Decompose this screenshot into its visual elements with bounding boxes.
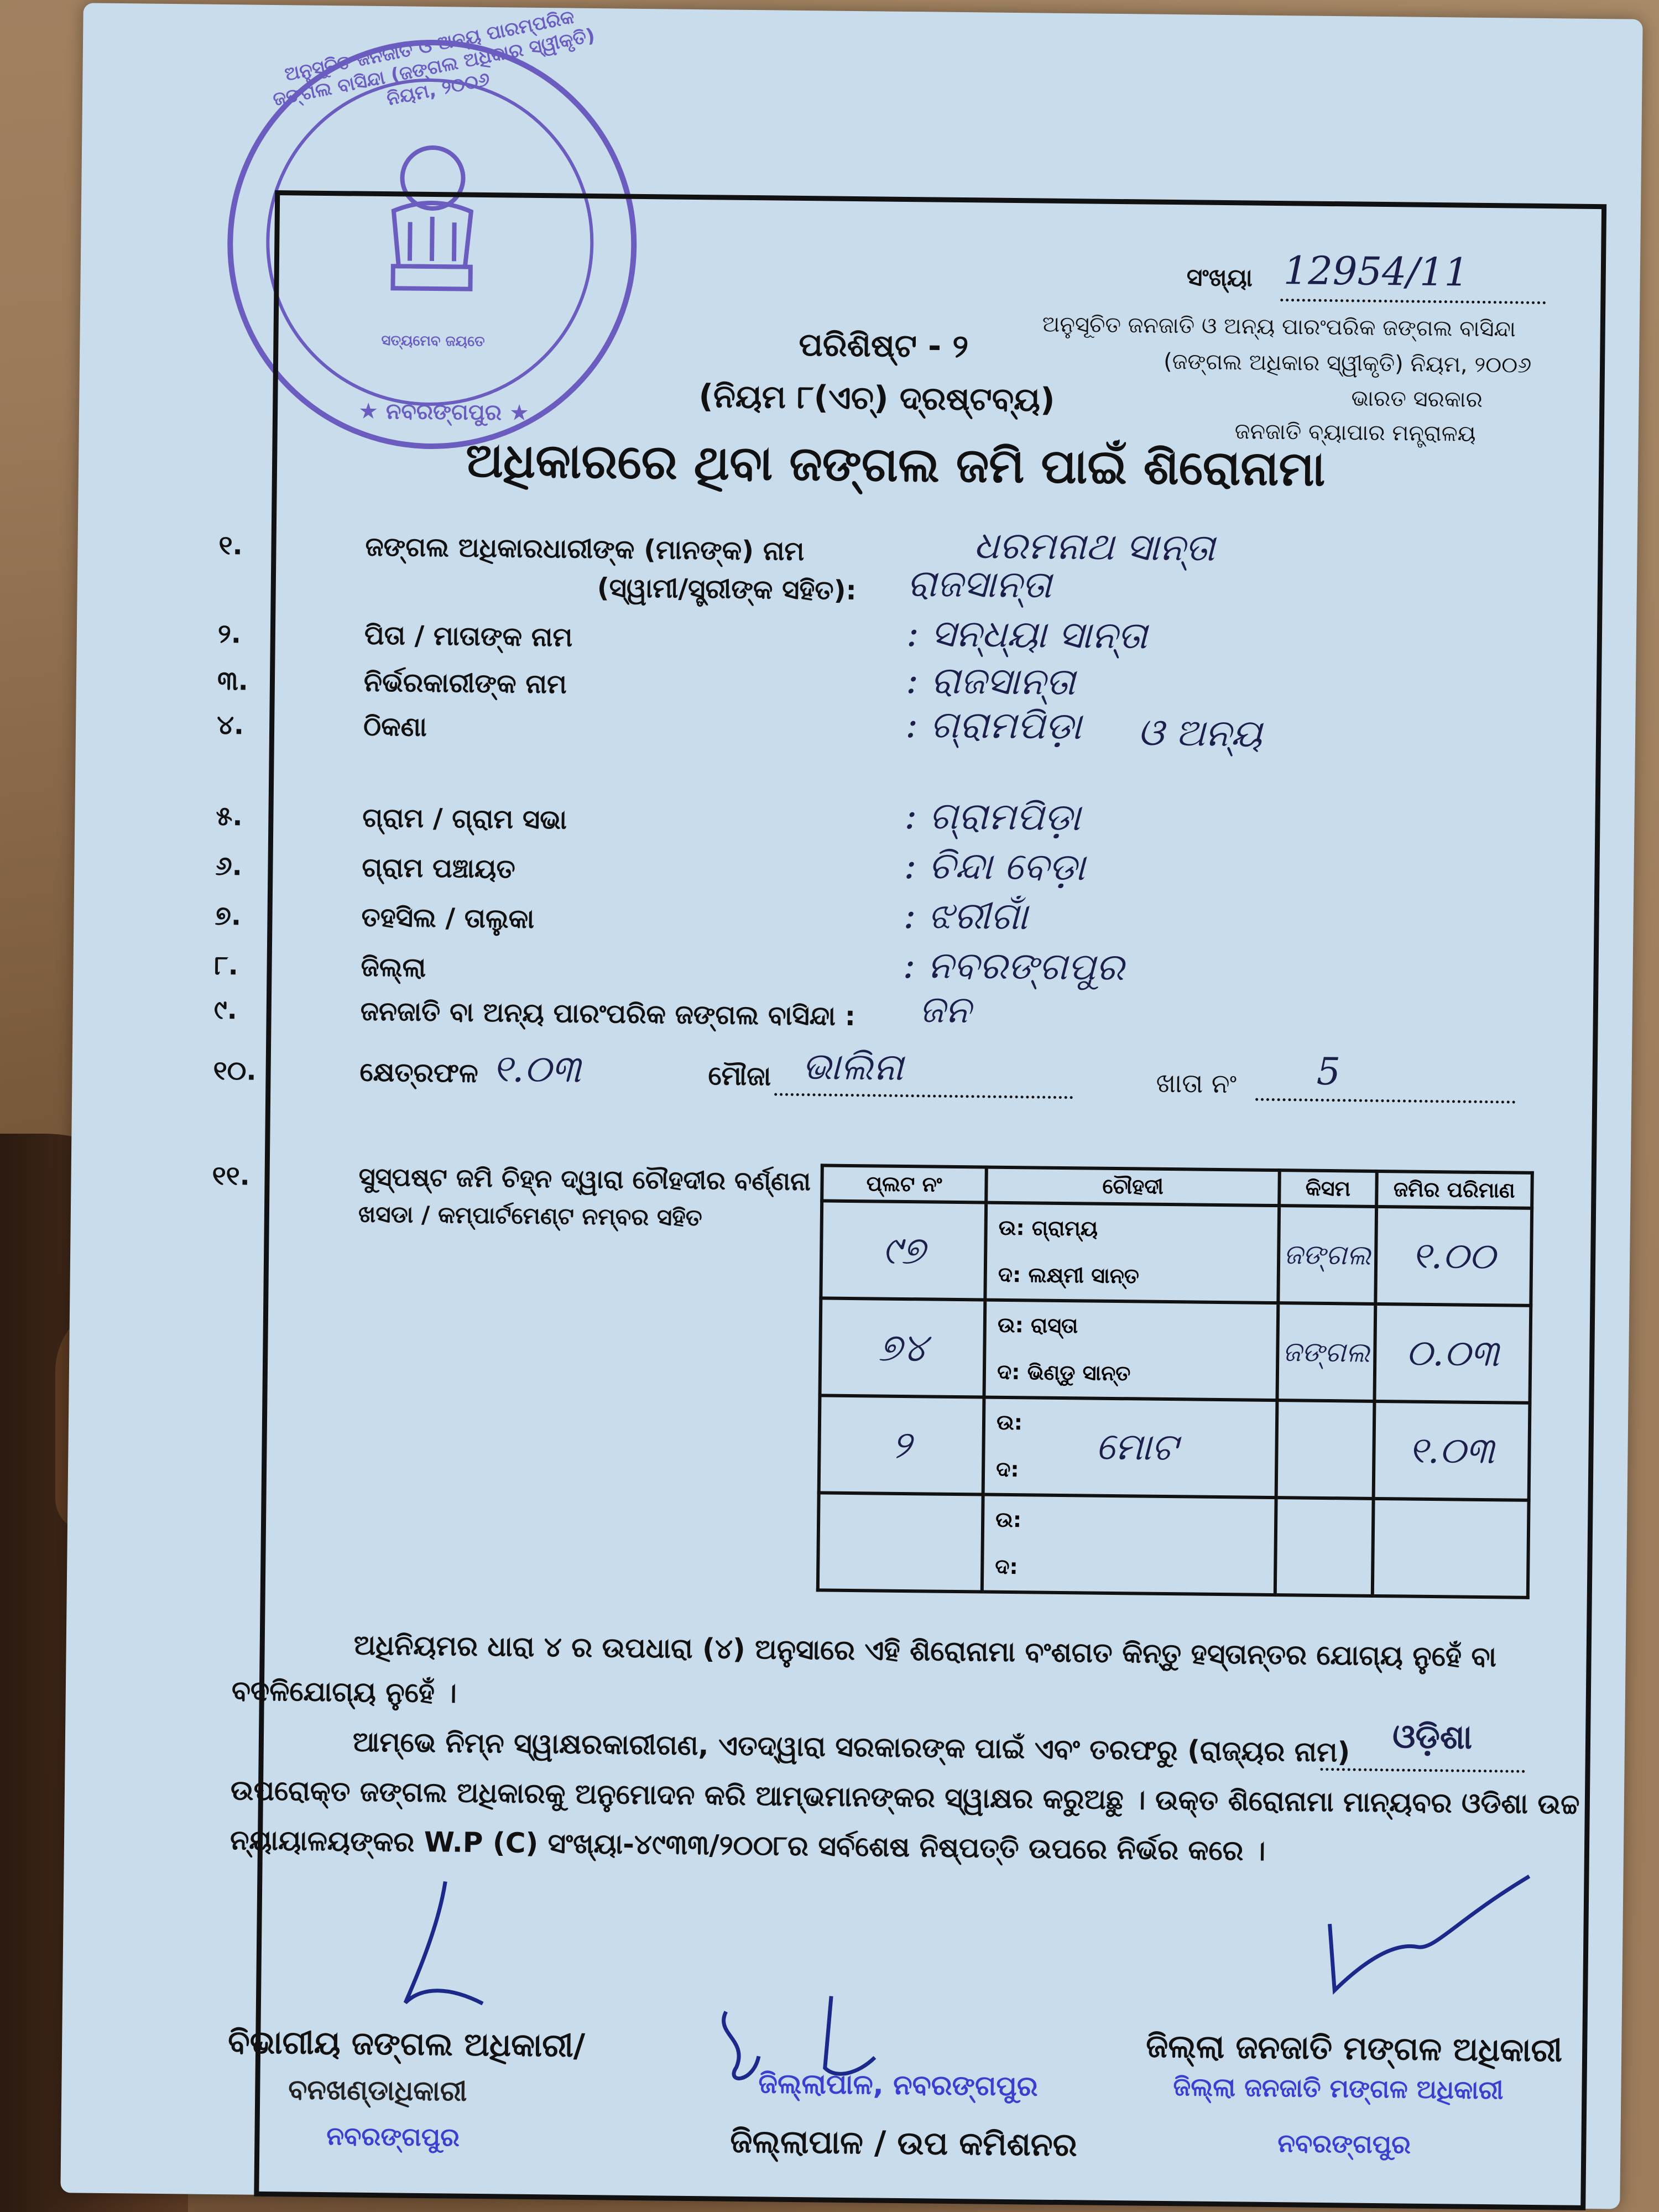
serial-value: 12954/11 — [1283, 248, 1469, 295]
field-number: ୭. — [215, 900, 242, 932]
field-value: : ସନ୍ଧ୍ୟା ସାନ୍ତା — [906, 611, 1148, 658]
center-signatory-title: ଜିଲ୍ଲାପାଳ / ଉପ କମିଶନର — [730, 2122, 1078, 2164]
document-title: ଅଧିକାରରେ ଥିବା ଜଙ୍ଗଲ ଜମି ପାଇଁ ଶିରୋନାମା — [465, 432, 1326, 497]
header-type: କିସମ — [1279, 1170, 1376, 1207]
boundary-line-1: ସୁସ୍ପଷ୍ଟ ଜମି ଚିହ୍ନ ଦ୍ୱାରା ଚୌହଦୀର ବର୍ଣ୍ଣନା — [358, 1161, 811, 1197]
mouja-value: ଭାଲିନା — [802, 1045, 904, 1089]
plot-number-cell — [820, 1298, 985, 1397]
khata-value: 5 — [1316, 1050, 1341, 1094]
land-area: ୧.୦୩ — [1408, 1428, 1495, 1472]
south-boundary: ଦ: ଲକ୍ଷ୍ମୀ ସାନ୍ତ — [998, 1262, 1140, 1288]
field-label: ଗ୍ରାମ / ଗ୍ରାମ ସଭା — [362, 802, 567, 836]
act-line-4: ଜନଜାତି ବ୍ୟାପାର ମନ୍ତ୍ରାଳୟ — [1234, 419, 1476, 447]
field-value: ରାଜସାନ୍ତା — [906, 561, 1052, 607]
left-signatory-place: ନବରଙ୍ଗପୁର — [326, 2121, 460, 2152]
south-boundary: ଦ: — [996, 1457, 1019, 1482]
field-number: ୯. — [213, 994, 238, 1026]
khata-label: ଖାତା ନଂ — [1156, 1067, 1237, 1100]
right-signatory-title: ଜିଲ୍ଲା ଜନଜାତି ମଙ୍ଗଳ ଅଧିକାରୀ — [1145, 2027, 1563, 2069]
plot-number-cell — [821, 1201, 986, 1300]
field-number: ୮. — [214, 950, 239, 982]
land-type — [1277, 1546, 1371, 1547]
land-type-cell — [1275, 1498, 1373, 1596]
land-area: ୧.୦୦ — [1411, 1234, 1496, 1277]
field-value: : ଗ୍ରାମପିଡ଼ା — [905, 702, 1082, 749]
field-label: ନିର୍ଭରକାରୀଙ୍କ ନାମ — [363, 666, 567, 700]
state-name: ଓଡ଼ିଶା — [1392, 1717, 1473, 1757]
table-row — [819, 1395, 1530, 1500]
field-value: ଜନ — [919, 988, 972, 1032]
south-boundary: ଦ: ଭିଣ୍ଡୁ ସାନ୍ତ — [997, 1359, 1131, 1386]
mouja-label: ମୌଜା — [708, 1060, 771, 1092]
plot-number: ୭୪ — [878, 1324, 927, 1370]
table-row — [821, 1201, 1532, 1305]
plot-number-cell — [819, 1395, 984, 1494]
boundary-cell — [985, 1203, 1279, 1303]
serial-label: ସଂଖ୍ୟା — [1186, 263, 1253, 293]
annex-label: ପରିଶିଷ୍ଟ - ୨ — [799, 325, 969, 366]
land-area-cell — [1373, 1401, 1530, 1500]
north-boundary: ଉ: — [996, 1410, 1023, 1435]
field-label: ଜଙ୍ଗଲ ଅଧିକାରଧାରୀଙ୍କ (ମାନଙ୍କ) ନାମ — [365, 531, 805, 567]
field-number: ୫. — [216, 800, 243, 832]
field-label: (ସ୍ୱାମୀ/ସ୍ତ୍ରୀଙ୍କ ସହିତ): — [597, 572, 857, 607]
paragraph-1-line-1: ଅଧିନିୟମର ଧାରା ୪ ର ଉପଧାରା (୪) ଅନୁସାରେ ଏହି ଶିରୋନାମା ବଂଶଗତ କିନ୍ତୁ ହସ୍ତାନ୍ତର ଯୋଗ୍ୟ ନୁହେଁ ବା — [353, 1629, 1497, 1673]
document-sheet — [60, 3, 1642, 2209]
left-signature — [372, 1875, 540, 2021]
north-boundary: ଉ: ରାସ୍ତା — [997, 1312, 1078, 1338]
total-label: ମୋଟ — [1095, 1425, 1178, 1470]
field-value: : ଝରୀଗାଁ — [903, 893, 1028, 939]
field-label: ଠିକଣା — [363, 711, 427, 743]
boundary-cell — [984, 1300, 1279, 1401]
field-number: ୩. — [217, 665, 249, 697]
act-line-1: ଅନୁସୂଚିତ ଜନଜାତି ଓ ଅନ୍ୟ ପାରଂପରିକ ଜଙ୍ଗଲ ବାସିନ୍ଦା — [1042, 311, 1516, 342]
north-boundary: ଉ: — [995, 1507, 1022, 1532]
area-number: ୧୦. — [213, 1055, 257, 1087]
seal-bottom-text: ★ ନବରଙ୍ଗପୁର ★ — [358, 398, 530, 426]
land-type-cell — [1277, 1303, 1375, 1401]
act-line-2: (ଜଙ୍ଗଲ ଅଧିକାର ସ୍ୱୀକୃତି) ନିୟମ, ୨୦୦୬ — [1163, 348, 1532, 378]
field-number: ୨. — [217, 618, 242, 650]
plot-number-cell — [818, 1493, 983, 1592]
paragraph-2-line-1: ଆମ୍ଭେ ନିମ୍ନ ସ୍ୱାକ୍ଷରକାରୀଗଣ, ଏତଦ୍ୱାରା ସରକାରଙ୍କ ପାଇଁ ଏବଂ ତରଫରୁ (ରାଜ୍ୟର ନାମ) — [352, 1725, 1350, 1768]
boundary-line-2: ଖସଡା / କମ୍ପାର୍ଟମେଣ୍ଟ ନମ୍ବର ସହିତ — [358, 1200, 702, 1232]
right-signatory-stamp: ଜିଲ୍ଲା ଜନଜାତି ମଙ୍ଗଳ ଅଧିକାରୀ — [1173, 2072, 1504, 2105]
seal-motto: ସତ୍ୟମେବ ଜୟତେ — [381, 332, 485, 350]
field-number: ୧. — [218, 529, 243, 561]
rule-ref: (ନିୟମ ୮(ଏଚ୍) ଦ୍ରଷ୍ଟବ୍ୟ) — [698, 377, 1055, 419]
table-row — [818, 1493, 1529, 1597]
field-value: : ଚିନ୍ଦା ବେଡ଼ା — [904, 843, 1086, 890]
area-value: ୧.୦୩ — [492, 1047, 581, 1092]
area-label: କ୍ଷେତ୍ରଫଳ — [359, 1056, 479, 1089]
left-signatory-stamp: ବନଖଣ୍ଡାଧିକାରୀ — [288, 2073, 467, 2107]
right-signature — [1307, 1858, 1541, 2004]
south-boundary: ଦ: — [995, 1554, 1018, 1579]
plot-number: ୯୭ — [881, 1227, 926, 1273]
plot-number: ୨ — [891, 1422, 912, 1468]
plot-table — [816, 1164, 1534, 1599]
left-signatory-title: ବିଭାଗୀୟ ଜଙ୍ଗଲ ଅଧିକାରୀ/ — [227, 2023, 586, 2065]
field-value: : ଗ୍ରାମପିଡ଼ା — [904, 794, 1081, 840]
land-area-cell — [1374, 1304, 1531, 1403]
field-value: : ରାଜସାନ୍ତା — [905, 658, 1076, 705]
paragraph-2-line-2: ଉପରୋକ୍ତ ଜଙ୍ଗଲ ଅଧିକାରକୁ ଅନୁମୋଦନ କରି ଆମ୍ଭମାନଙ୍କର ସ୍ୱାକ୍ଷର କରୁଅଛୁ । ଉକ୍ତ ଶିରୋନାମା ମାନ୍ୟବର ଓଡିଶା ଉଚ୍ଚ — [230, 1774, 1580, 1820]
header-boundary: ଚୌହଦୀ — [986, 1167, 1280, 1206]
field-label: ଜନଜାତି ବା ଅନ୍ୟ ପାରଂପରିକ ଜଙ୍ଗଲ ବାସିନ୍ଦା : — [360, 995, 856, 1032]
center-signatory-stamp: ଜିଲ୍ଲାପାଳ, ନବରଙ୍ଗପୁର — [758, 2067, 1039, 2103]
land-area — [1374, 1547, 1526, 1549]
extra-note: ଓ ଅନ୍ୟ — [1137, 711, 1262, 756]
field-label: ଜିଲ୍ଲା — [361, 951, 426, 983]
land-area: ୦.୦୩ — [1406, 1331, 1500, 1375]
land-type-cell — [1276, 1400, 1374, 1499]
paragraph-2-line-3: ନ୍ୟାୟାଳୟଙ୍କର W.P (C) ସଂଖ୍ୟା-୪୯୩୩/୨୦୦୮ର ସର୍ବଶେଷ ନିଷ୍ପତ୍ତି ଉପରେ ନିର୍ଭର କରେ । — [229, 1824, 1266, 1867]
land-type: ଜଙ୍ଗଲ — [1283, 1238, 1371, 1271]
seal-ring-text: ଅନୁସୂଚିତ ଜନଜାତି ଓ ଅନ୍ୟ ପାରମ୍ପରିକ ଜଙ୍ଗଲ ବାସିନ୍ଦା (ଜଙ୍ଗଲ ଅଧିକାର ସ୍ୱୀକୃତି) ନିୟମ, ୨୦୦୬ — [271, 6, 597, 111]
field-label: ଗ୍ରାମ ପଞ୍ଚାୟତ — [362, 852, 516, 885]
right-signatory-place: ନବରଙ୍ଗପୁର — [1277, 2128, 1411, 2159]
north-boundary: ଉ: ଗ୍ରାମ୍ୟ — [998, 1215, 1098, 1241]
boundary-cell — [982, 1495, 1276, 1595]
paragraph-1-line-2: ବଦଳିଯୋଗ୍ୟ ନୁହେଁ । — [231, 1674, 457, 1709]
land-area-cell — [1375, 1207, 1532, 1306]
land-type-cell — [1278, 1206, 1376, 1304]
plot-number — [820, 1541, 981, 1543]
field-value: : ନବରଙ୍ଗପୁର — [902, 943, 1125, 990]
field-number: ୪. — [216, 709, 244, 741]
header-plot-no: ପ୍ଲଟ ନଂ — [822, 1165, 987, 1202]
land-area-cell — [1372, 1499, 1528, 1598]
boundary-cell — [983, 1397, 1277, 1498]
field-label: ତହସିଲ / ତାଲୁକା — [361, 901, 535, 935]
field-value: ଧରମନାଥ ସାନ୍ତା — [973, 524, 1215, 570]
land-type — [1279, 1449, 1372, 1450]
table-row — [820, 1298, 1531, 1402]
land-type: ଜଙ୍ଗଲ — [1282, 1335, 1370, 1369]
boundary-number: ୧୧. — [212, 1160, 251, 1192]
act-line-3: ଭାରତ ସରକାର — [1351, 385, 1483, 413]
field-label: ପିତା / ମାତାଙ୍କ ନାମ — [364, 619, 573, 653]
header-area: ଜମିର ପରିମାଣ — [1376, 1171, 1532, 1208]
field-number: ୬. — [215, 850, 243, 882]
